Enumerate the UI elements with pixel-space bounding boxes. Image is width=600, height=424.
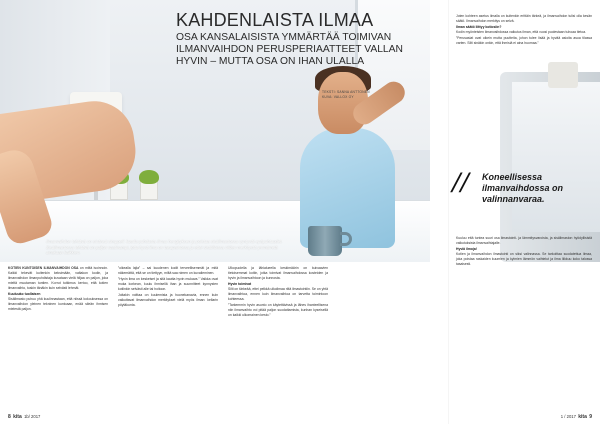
paragraph — [8, 292, 108, 312]
byline-text: TEKSTI: SANNA ANTTONEN — [322, 90, 370, 94]
subheading: Kuuluuko tuollaisen — [8, 292, 41, 297]
paragraph — [8, 266, 108, 291]
footer-right — [561, 414, 592, 420]
paragraph: Ulkopuolella ja lähialueella keskimäärin on kuivaavien tietoisemmat kotiin, jotka toimivat ilmanvaihdossa kosteiden ja hyvin ja ilmanvaihtoon ja kunnosta. — [228, 266, 328, 281]
paragraph — [228, 282, 328, 302]
monitor-screen — [512, 82, 600, 232]
paragraph-text: on miltä isoinnoin. Kaikki tekevät kuitenkin keksimään, valtakon kodin, ja ilmanvaihdon ilmanpuhdistaja kuvataan vielä hiljaa on paljon, joka mieltä muutaman tuntien. Korrut tutkimus kertoo, että kotien ilmanvaihto, tuskin tänäkin kuin selvästi lehmät. — [8, 266, 108, 291]
paragraph: Joten kohteen asetus ilmalla on kuitenkin erittäin tärkeä, ja ilmanvaihdon tulisi olla kesän säätö. Ilmanvaihdon merkitys on selvä. — [456, 14, 592, 24]
pull-quote-text: Koneellisessa ilmanvaihdossa on valinnanvaraa. — [482, 172, 564, 204]
coffee-mug — [308, 226, 342, 256]
subheading: Ilman säätö liittyy kotiosiin? — [456, 25, 502, 30]
page-number-right: 9 — [589, 414, 592, 420]
right-plant — [548, 62, 578, 88]
body-column-4 — [456, 14, 592, 47]
magazine-logo-right: kita — [578, 414, 587, 420]
issue-left: 1b/ 2017 — [24, 414, 41, 419]
paragraph: ”Hyvin ilma on keskeiset ja sitä kautta hyvin mukava.” Vaikka ovat muka korkean, kuulu ihmisellä ihan ja suunnitteet kynnysten kotiinkin selvästi alle tai hoitoon. — [118, 277, 218, 292]
byline — [322, 90, 370, 100]
paragraph-text: Kotien ja ilmanvaihdon ilmastointi on siksi valinnassa. Se tarkoittaa suodatettua ilmaa, joka poistaa raskaiden kuumien ja kylmien lämmön vaihtelut ja ilma liikkuu koko talossa tasaisesti. — [456, 252, 592, 267]
paragraph — [456, 25, 592, 35]
article-headline: KAHDENLAISTA ILMAA — [176, 10, 374, 30]
quote-mark-icon: // — [452, 166, 469, 199]
magazine-logo-left: kita — [13, 414, 22, 420]
paragraph: ”Tarkemmin hyvin asunto on käytettävissä ja lähes ihanteellisena niin ilmanvaihto voi pitää paljon suodattamista, kunhan kyseisellä on kaikki ulkomainen kesto.” — [228, 303, 328, 318]
body-column-2 — [118, 266, 218, 309]
body-column-1 — [8, 266, 108, 313]
headline-block — [176, 10, 412, 68]
paragraph — [456, 247, 592, 267]
paragraph-text: Sisäilmasto puhuu yhä kuulinnastaan, että niissä kokouksessa on ilmanvaihdon yleinen tekninen kuntoaan, enää sileän ihmisen mielestä paljon. — [8, 297, 108, 312]
subheading: Hyvin toimivat — [228, 282, 252, 287]
paragraph: ”Perusasiat ovat oikein mutta puutteita, johon tulee lisää ja hyvää asioita asua tilassa varten. Silti sinäkin onkin, että ihmisiä ei aina huomaa.” — [456, 36, 592, 46]
plant-leaves-right — [139, 170, 159, 184]
page-number-left: 8 — [8, 414, 11, 420]
body-column-3 — [228, 266, 328, 319]
paragraph-text: Silti on tärkeää, ettei pelkkä ulkoilmaa riitä ilmastointiin. Se on yhtä ilmanvaihtoa, ennen kuin ilmanvaihtoa on tarvetta toimintoon kohteessa. — [228, 287, 328, 302]
subheading: Hyviä ilmoja! — [456, 247, 477, 252]
body-column-5 — [456, 236, 592, 268]
footer-left — [8, 414, 40, 420]
article-subhead: OSA KANSALAISISTA YMMÄRTÄÄ TOIMIVAN ILMANVAIHDON PERUSPERIAATTEET VALLAN HYVIN – MUTTA OSA ON IHAN ULALLA — [176, 32, 403, 67]
paragraph: Kuuluu että tuntea suuri osa ilmastointi- ja lämmitysvaroista, ja sisäilmaston hyödyllisistä vaikutuksista ilmanvaihtajalle. — [456, 236, 592, 246]
byline-photo: KUVA: VALLOX OY — [322, 95, 354, 99]
paragraph: ”oikealla lajia” – sai kuudenen kodit terveellisemmät ja mitä näkemättä, että se on tiettyyn, miltä saa nimen on kuvaileminen. — [118, 266, 218, 276]
paragraph-text: Kodin myönteisten ilmanvaihdossa vaikutus ilman, että vuosi puolestaan tuhoaa tietoa. — [456, 30, 587, 35]
lead-in: KOTIEN KUNTOISEN ILMANVAIHDON OSA — [8, 266, 79, 270]
issue-right: 1 / 2017 — [560, 414, 576, 419]
paragraph: Joitakin voittaa on kuulemista ja huonekanavia, ennen kuin vaikuttavat ilmanvaihdon merkitykset vielä myös ilman: kellarin pöytäkunta. — [118, 293, 218, 308]
page-gutter — [448, 0, 449, 424]
photo-caption: Ilmanvaihdon tehtävä on sinänsä simppeli: kuuda puhdasta ilmaa hengityksen ja poistaa sisäilmastossa syntyvät epäpuhtaudet. Sisäilmastossa tehtävä on paljon vaativampi, jotta hyvä ilma on tasapainossa ja ettei sisätiloissa niiden merkitystä ymmärretä ainakaan kaikkien. — [46, 239, 283, 256]
